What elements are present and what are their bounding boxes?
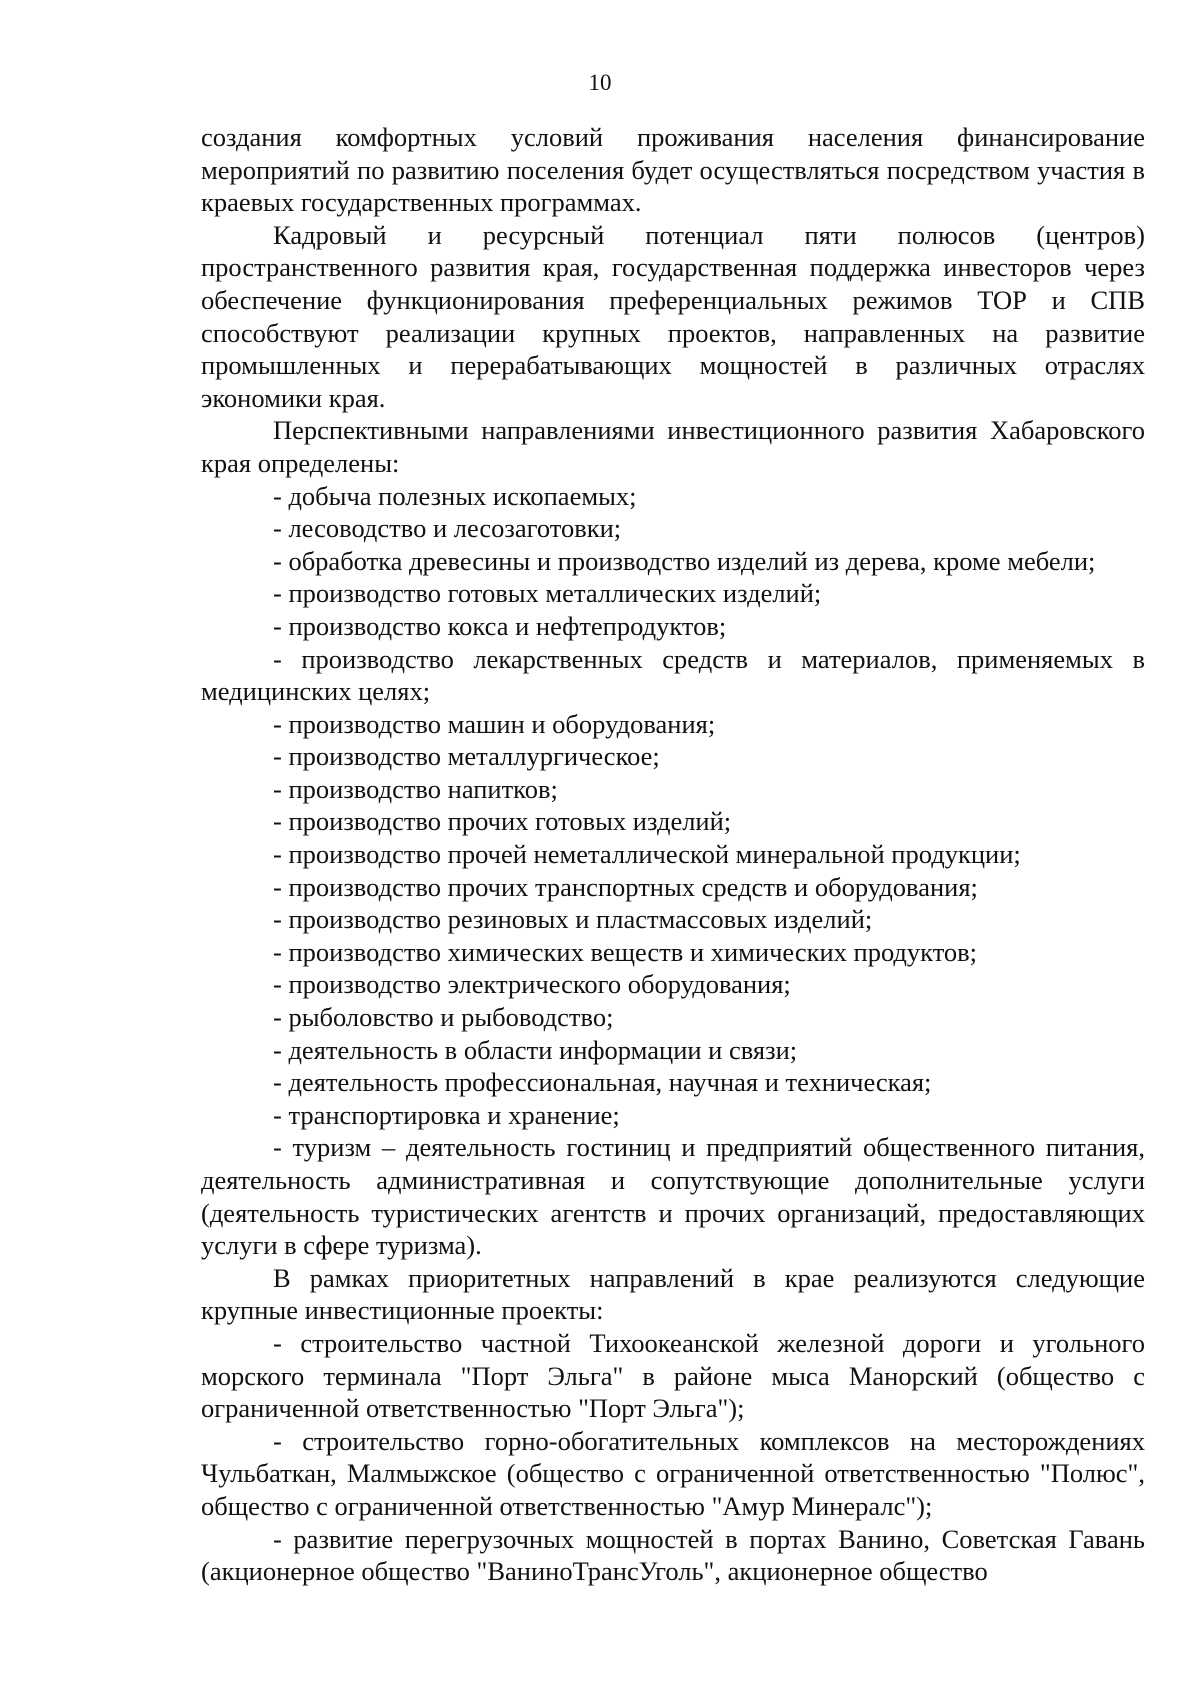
paragraph-directions-intro: Перспективными направлениями инвестиционного развития Хабаровского края определены: (201, 415, 1145, 478)
paragraph-potential: Кадровый и ресурсный потенциал пяти полюсов (центров) пространственного развития края, государственная поддержка инвесторов через обеспечение функционирования преференциальных режимов ТОР и СПВ способствуют реализации крупных проектов, направленных на развитие промышленных и перерабатывающих мощностей в различных отраслях экономики края. (201, 219, 1145, 413)
list-item: - производство готовых металлических изделий; (273, 578, 822, 609)
list-item: - добыча полезных ископаемых; (273, 480, 637, 511)
list-item: - производство напитков; (273, 773, 558, 804)
directions-list (201, 480, 1145, 1262)
list-item: - производство кокса и нефтепродуктов; (273, 610, 727, 641)
list-item: - производство прочей неметаллической минеральной продукции; (273, 839, 1021, 870)
list-item: - деятельность профессиональная, научная и техническая; (273, 1067, 932, 1098)
list-item: - производство прочих готовых изделий; (273, 806, 732, 837)
list-item: - производство металлургическое; (273, 741, 660, 772)
list-item: - производство машин и оборудования; (273, 708, 716, 739)
paragraph-continuation: создания комфортных условий проживания населения финансирование мероприятий по развитию поселения будет осуществляться посредством участия в краевых государственных программах. (201, 122, 1145, 218)
list-item: - строительство горно-обогатительных комплексов на месторождениях Чульбаткан, Малмыжское (общество с ограниченной ответственностью "Полюс", общество с ограниченной ответственностью "Амур Минералс"); (201, 1425, 1145, 1521)
projects-list (201, 1327, 1145, 1588)
paragraph-projects-intro: В рамках приоритетных направлений в крае реализуются следующие крупные инвестиционные проекты: (201, 1262, 1145, 1326)
list-item: - лесоводство и лесозаготовки; (273, 513, 622, 544)
list-item: - производство электрического оборудования; (273, 969, 791, 1000)
list-item: - обработка древесины и производство изделий из дерева, кроме мебели; (273, 545, 1096, 576)
list-item: - рыболовство и рыбоводство; (273, 1002, 614, 1033)
list-item: - туризм – деятельность гостиниц и предприятий общественного питания, деятельность административная и сопутствующие дополнительные услуги (деятельность туристических агентств и прочих организаций, предоставляющих услуги в сфере туризма). (201, 1132, 1145, 1261)
list-item: - строительство частной Тихоокеанской железной дороги и угольного морского терминала "Порт Эльга" в районе мыса Манорский (общество с ограниченной ответственностью "Порт Эльга"); (201, 1327, 1145, 1424)
list-item: - производство лекарственных средств и материалов, применяемых в медицинских целях; (201, 643, 1145, 707)
list-item: - производство химических веществ и химических продуктов; (273, 936, 978, 967)
list-item: - транспортировка и хранение; (273, 1099, 620, 1130)
list-item: - деятельность в области информации и связи; (273, 1034, 798, 1065)
list-item: - развитие перегрузочных мощностей в портах Ванино, Советская Гавань (акционерное общество "ВаниноТрансУголь", акционерное общество (201, 1523, 1145, 1587)
page-number: 10 (588, 70, 612, 95)
list-item: - производство резиновых и пластмассовых изделий; (273, 904, 873, 935)
document-body (201, 121, 1145, 1588)
list-item: - производство прочих транспортных средств и оборудования; (273, 871, 978, 902)
